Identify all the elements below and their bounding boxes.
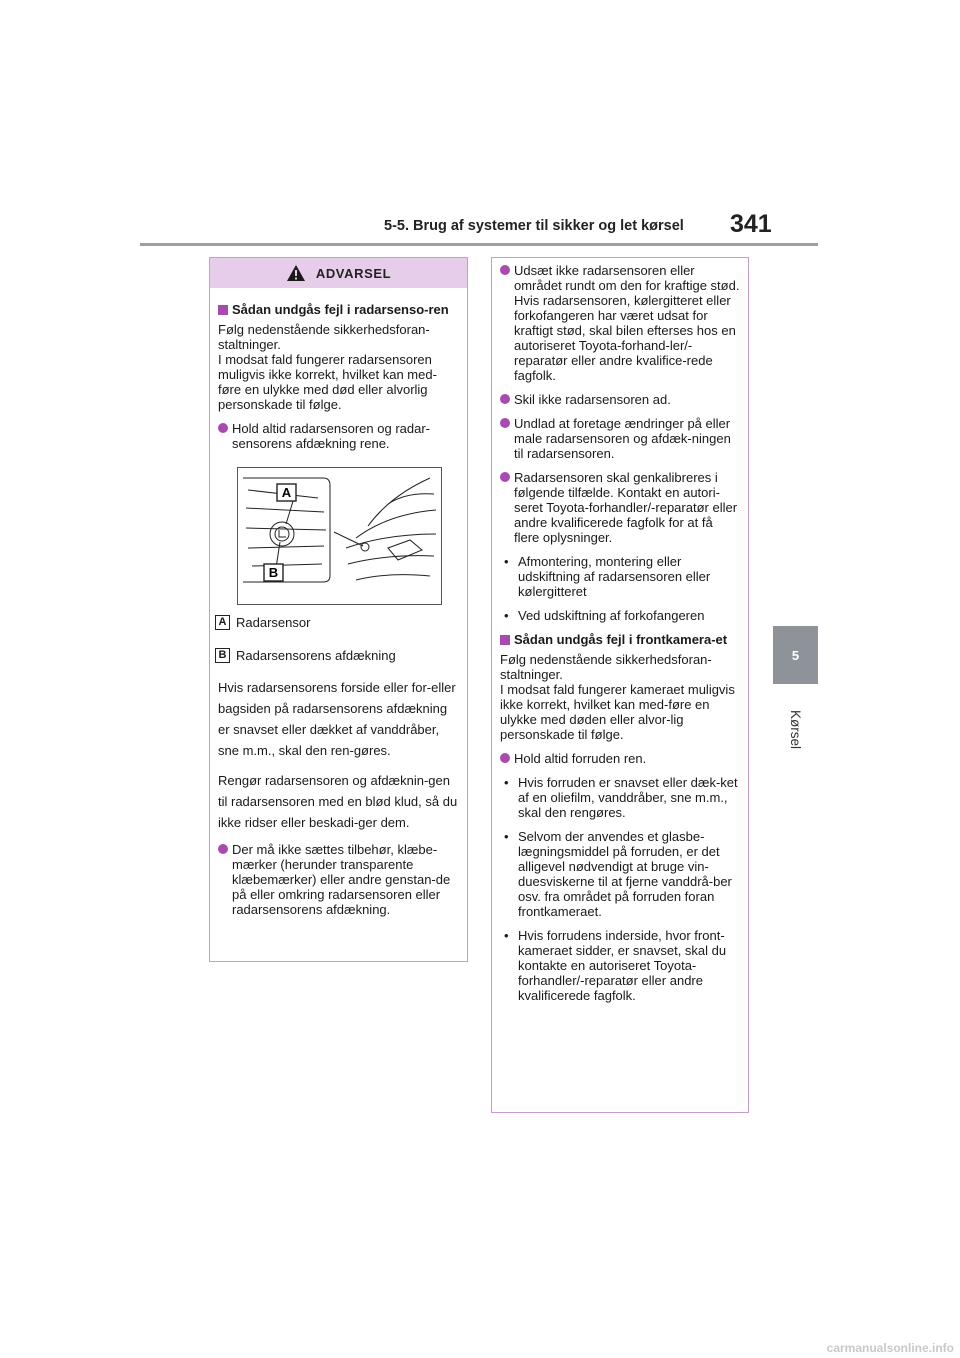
figure-label-a: A: [281, 485, 292, 500]
page-number: 341: [730, 210, 772, 238]
dot-inner-side-dirty: • Hvis forrudens inderside, hvor front-kameraet sidder, er snavset, skal du kontakte en autoriseret Toyota-forhandler/-reparatør eller andre kvalificerede fagfolk.: [500, 928, 740, 1003]
section-heading-radar: Sådan undgås fejl i radarsenso-ren: [218, 302, 459, 317]
bullet-keep-windshield-clean: Hold altid forruden ren.: [500, 751, 740, 766]
chapter-number: 5: [791, 647, 800, 663]
chapter-label-container: [773, 694, 818, 764]
radar-sensor-illustration: [237, 467, 442, 605]
caption-radar-cover: [218, 648, 459, 663]
section-intro-front-camera: Følg nedenstående sikkerhedsforan-staltninger. I modsat fald fungerer kameraet muligvis ikke korrekt, hvilket kan med-føre en ulykke med døden eller alvor-lig personskade til følge.: [500, 652, 735, 742]
chapter-tab[interactable]: [773, 626, 818, 684]
bullet-no-disassembly: Skil ikke radarsensoren ad.: [500, 392, 740, 407]
bullet-no-accessories: Der må ikke sættes tilbehør, klæbe-mærker (herunder transparente klæbemærker) eller andre genstan-de på eller omkring radarsensoren eller radarsensorens afdækning.: [218, 842, 459, 917]
watermark: carmanualsonline.info: [826, 1341, 954, 1355]
warning-title: ADVARSEL: [315, 265, 392, 281]
bullet-keep-clean: Hold altid radarsensoren og radar-sensorens afdækning rene.: [218, 421, 459, 451]
bullet-no-impact: Udsæt ikke radarsensoren eller området rundt om den for kraftige stød. Hvis radarsensoren, kølergitteret eller forkofangeren har været udsat for kraftigt stød, skal bilen efterses hos en autoriseret Toyota-forhand-ler/-reparatør eller andre kvalifice-rede fagfolk.: [500, 263, 740, 383]
section-heading-front-camera: Sådan undgås fejl i frontkamera-et: [500, 632, 740, 647]
dot-removal-replacement: • Afmontering, montering eller udskiftning af radarsensoren eller kølergitteret: [500, 554, 740, 599]
header-rule: [140, 243, 818, 246]
warning-header: [210, 258, 467, 288]
dot-glass-coating: • Selvom der anvendes et glasbe-lægningsmiddel på forruden, er det alligevel nødvendigt at bruge vin-duesviskerne til at fjerne vanddrå-ber osv. fra området på forruden foran frontkameraet.: [500, 829, 740, 919]
figure-label-b: B: [268, 565, 279, 580]
section-intro-radar: Følg nedenstående sikkerhedsforan-staltninger. I modsat fald fungerer radarsensoren muligvis ikke korrekt, hvilket kan med-føre en ulykke med død eller alvorlig personskade til følge.: [218, 322, 437, 412]
warning-box: [209, 257, 468, 962]
bullet-no-modification: Undlad at foretage ændringer på eller male radarsensoren og afdæk-ningen til radarsensoren.: [500, 416, 740, 461]
chapter-label: Kørsel: [787, 709, 803, 749]
caption-radar-sensor: [218, 615, 459, 630]
paragraph-cleaning: Hvis radarsensorens forside eller for-eller bagsiden på radarsensorens afdækning er snavset eller dækket af vanddråber, sne m.m., skal den ren-gøres.: [218, 680, 456, 758]
paragraph-soft-cloth: Rengør radarsensoren og afdæknin-gen til radarsensoren med en blød klud, så du ikke ridser eller beskadi-ger dem.: [218, 773, 458, 830]
car-front-drawing: [238, 468, 441, 604]
caption-tag-b: B: [215, 648, 230, 663]
dot-bumper-replacement: • Ved udskiftning af forkofangeren: [500, 608, 740, 623]
dot-dirty-windshield: • Hvis forruden er snavset eller dæk-ket af en oliefilm, vanddråber, sne m.m., skal den rengøres.: [500, 775, 740, 820]
section-title: 5-5. Brug af systemer til sikker og let kørsel: [384, 218, 684, 234]
bullet-recalibration: Radarsensoren skal genkalibreres i følgende tilfælde. Kontakt en autori-seret Toyota-forhandler/-reparatør eller andre kvalificerede fagfolk for at få flere oplysninger.: [500, 470, 740, 545]
warning-continued-box: [491, 257, 749, 1113]
caption-tag-a: A: [215, 615, 230, 630]
caption-text-a: Radarsensor: [236, 615, 311, 630]
caption-text-b: Radarsensorens afdækning: [236, 648, 396, 663]
warning-triangle-icon: [286, 264, 306, 282]
